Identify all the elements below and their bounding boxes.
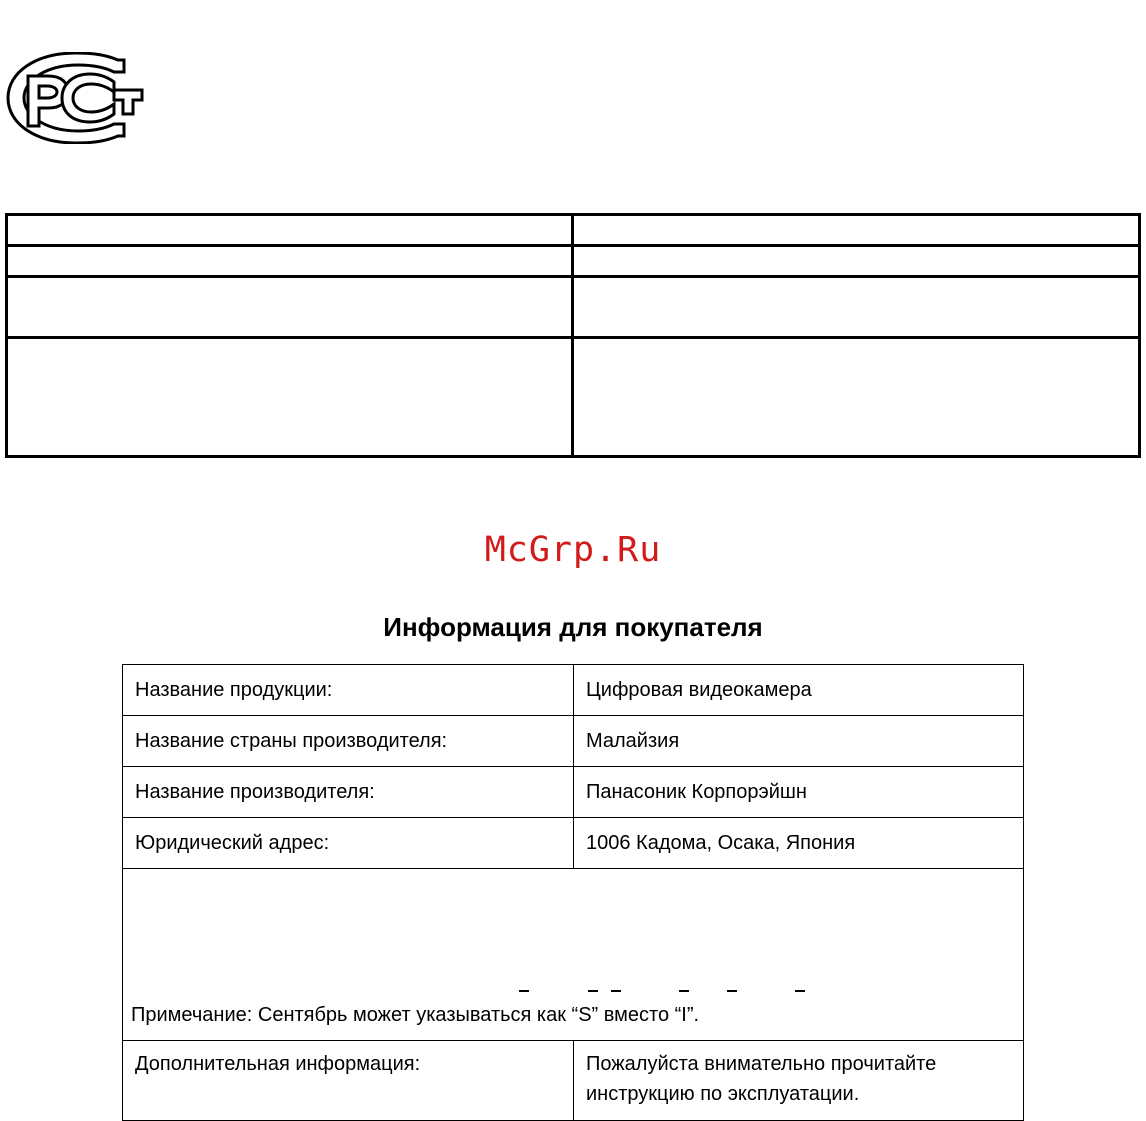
- page-title: Информация для покупателя: [383, 612, 763, 642]
- certification-table: [5, 213, 1141, 458]
- table-row: [123, 869, 1024, 1041]
- table-row: [7, 246, 1140, 277]
- pct-certification-logo: [6, 52, 144, 144]
- table-row: [7, 277, 1140, 338]
- table-cell: [7, 246, 573, 277]
- manufacturer-value: Панасоник Корпорэйшн: [574, 767, 1024, 818]
- product-name-label: Название продукции:: [123, 665, 574, 716]
- table-row: [123, 818, 1024, 869]
- extra-info-label: Дополнительная информация:: [123, 1041, 574, 1121]
- table-cell: [573, 246, 1140, 277]
- table-row: [7, 338, 1140, 457]
- address-value: 1006 Кадома, Осака, Япония: [574, 818, 1024, 869]
- table-row: [123, 1041, 1024, 1121]
- note-cell: [123, 869, 1024, 1041]
- manufacturer-label: Название производителя:: [123, 767, 574, 818]
- country-label: Название страны производителя:: [123, 716, 574, 767]
- buyer-info-table: [122, 664, 1024, 1121]
- table-row: [123, 665, 1024, 716]
- table-cell: [573, 215, 1140, 246]
- table-cell: [7, 277, 573, 338]
- table-cell: [7, 338, 573, 457]
- extra-info-value: [574, 1041, 1024, 1121]
- table-row: [7, 215, 1140, 246]
- table-cell: [573, 277, 1140, 338]
- address-label: Юридический адрес:: [123, 818, 574, 869]
- country-value: Малайзия: [574, 716, 1024, 767]
- table-row: [123, 716, 1024, 767]
- note-text: Примечание: Сентябрь может указываться как “S” вместо “I”.: [131, 1004, 700, 1026]
- product-name-value: Цифровая видеокамера: [574, 665, 1024, 716]
- table-cell: [573, 338, 1140, 457]
- table-row: [123, 767, 1024, 818]
- watermark: McGrp.Ru: [484, 530, 662, 570]
- table-cell: [7, 215, 573, 246]
- extra-info-line: Пожалуйста внимательно прочитайте: [586, 1053, 937, 1075]
- extra-info-line: инструкцию по эксплуатации.: [586, 1083, 860, 1105]
